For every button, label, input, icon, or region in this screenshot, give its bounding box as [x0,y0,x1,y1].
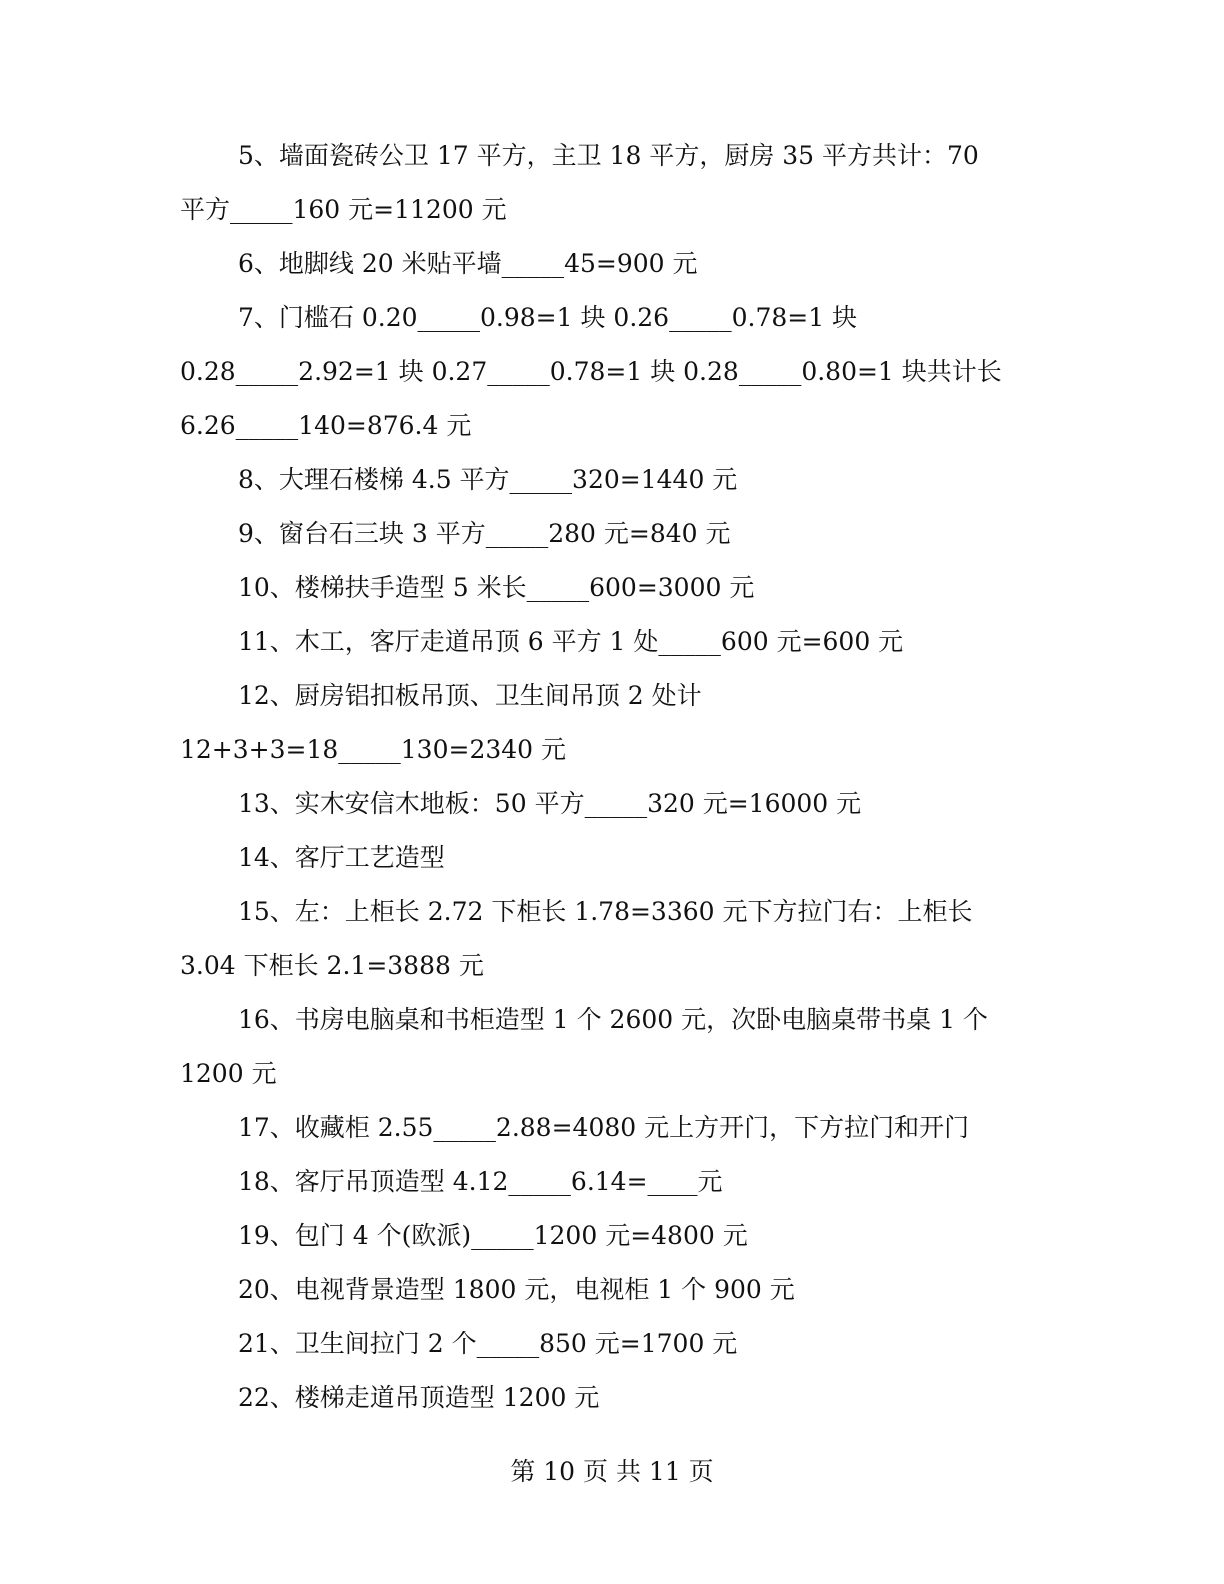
document-body [180,129,1040,1425]
paragraph-line: 7、门槛石 0.20_____0.98=1 块 0.26_____0.78=1 块 [238,303,858,332]
paragraph-line: 12、厨房铝扣板吊顶、卫生间吊顶 2 处计 [238,681,702,710]
paragraph-line: 6.26_____140=876.4 元 [180,411,472,440]
paragraph-line: 16、书房电脑桌和书柜造型 1 个 2600 元，次卧电脑桌带书桌 1 个 [238,1005,988,1034]
paragraph-line: 10、楼梯扶手造型 5 米长_____600=3000 元 [238,573,755,602]
paragraph-line: 13、实木安信木地板：50 平方_____320 元=16000 元 [238,789,862,818]
paragraph-line: 11、木工，客厅走道吊顶 6 平方 1 处_____600 元=600 元 [238,627,904,656]
paragraph-line: 平方_____160 元=11200 元 [180,195,507,224]
paragraph-line: 1200 元 [180,1059,277,1088]
paragraph-line: 20、电视背景造型 1800 元，电视柜 1 个 900 元 [238,1275,795,1304]
paragraph-line: 21、卫生间拉门 2 个_____850 元=1700 元 [238,1329,738,1358]
paragraph-line: 8、大理石楼梯 4.5 平方_____320=1440 元 [238,465,738,494]
paragraph-line: 6、地脚线 20 米贴平墙_____45=900 元 [238,249,698,278]
paragraph-line: 14、客厅工艺造型 [238,843,445,872]
paragraph-line: 12+3+3=18_____130=2340 元 [180,735,567,764]
page-number-footer: 第 10 页 共 11 页 [510,1457,714,1486]
paragraph-line: 18、客厅吊顶造型 4.12_____6.14=____元 [238,1167,723,1196]
paragraph-line: 0.28_____2.92=1 块 0.27_____0.78=1 块 0.28_____0.80=1 块共计长 [180,357,1002,386]
paragraph-line: 5、墙面瓷砖公卫 17 平方，主卫 18 平方，厨房 35 平方共计：70 [238,141,979,170]
paragraph-line: 15、左：上柜长 2.72 下柜长 1.78=3360 元下方拉门右：上柜长 [238,897,973,926]
paragraph-line: 22、楼梯走道吊顶造型 1200 元 [238,1383,600,1412]
paragraph-line: 3.04 下柜长 2.1=3888 元 [180,951,484,980]
paragraph-line: 17、收藏柜 2.55_____2.88=4080 元上方开门，下方拉门和开门 [238,1113,970,1142]
paragraph-line: 9、窗台石三块 3 平方_____280 元=840 元 [238,519,731,548]
paragraph-line: 19、包门 4 个(欧派)_____1200 元=4800 元 [238,1221,748,1250]
